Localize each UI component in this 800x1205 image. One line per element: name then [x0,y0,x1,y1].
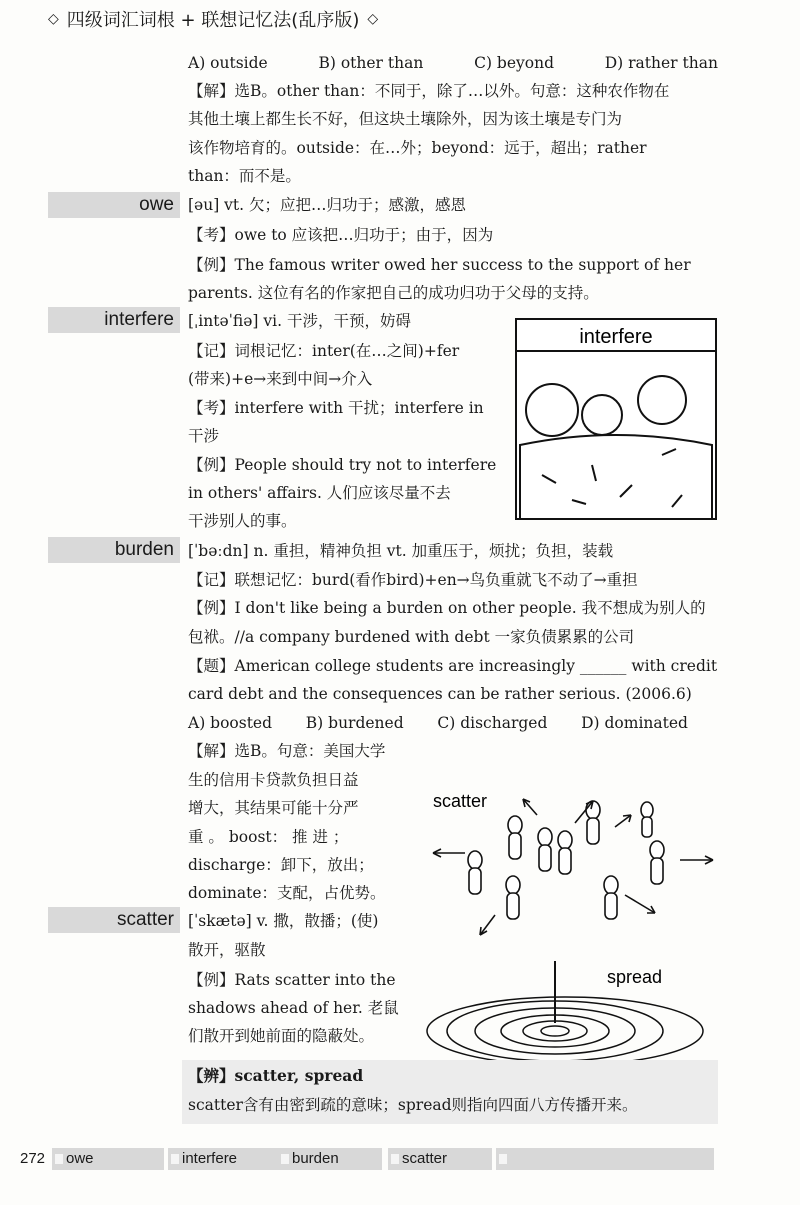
burden-jie-line: 【解】选B。句意：美国大学 [188,742,386,760]
option-c: C) discharged [437,714,548,732]
burden-jie-line: 增大，其结果可能十分严 [188,799,359,817]
headword-burden: burden [48,537,180,563]
option-d: D) rather than [604,54,718,72]
scatter-example-2: shadows ahead of her. 老鼠 [188,999,399,1017]
scatter-illustration [425,785,720,945]
burden-options-row [188,713,688,733]
header-title: 四级词汇词根 + 联想记忆法(乱序版) [66,10,360,31]
option-c: C) beyond [474,54,554,72]
interfere-ji-2: (带来)+e→来到中间→介入 [188,370,373,388]
scatter-example-1: 【例】Rats scatter into the [188,971,396,989]
page-footer [0,1146,800,1172]
scatter-example-3: 们散开到她前面的隐蔽处。 [188,1027,375,1045]
burden-example-2: 包袱。//a company burdened with debt 一家负债累累的公司 [188,628,635,646]
bian-title: 【辨】scatter, spread [188,1066,364,1085]
option-b: B) other than [318,54,424,72]
owe-definition: [əu] vt. 欠；应把…归功于；感激，感恩 [188,196,467,214]
option-a: A) outside [188,54,268,72]
spread-illustration-label: spread [607,967,663,987]
burden-jie-line: dominate：支配，占优势。 [188,884,386,902]
burden-jie-line: discharge：卸下，放出； [188,856,374,874]
footer-word-chip: owe [52,1148,164,1170]
interfere-illustration-label: interfere [579,326,653,348]
page-number: 272 [20,1150,46,1167]
running-header [48,6,378,32]
interfere-kao-2: 干涉 [188,427,220,445]
scatter-illustration-label: scatter [433,791,488,811]
headword-interfere: interfere [48,307,180,333]
owe-example-1: 【例】The famous writer owed her success to the support of her [188,256,691,274]
scatter-definition-1: [ˈskætə] v. 撒，散播；(使) [188,912,379,930]
interfere-example-2: in others' affairs. 人们应该尽量不去 [188,484,451,502]
burden-definition: [ˈbəːdn] n. 重担，精神负担 vt. 加重压于，烦扰；负担，装载 [188,542,614,560]
options-row [188,53,718,73]
footer-word-chip: scatter [388,1148,492,1170]
headword-owe: owe [48,192,180,218]
headword-scatter: scatter [48,907,180,933]
burden-ji: 【记】联想记忆：burd(看作bird)+en→鸟负重就飞不动了→重担 [188,571,638,589]
jie-line: 其他土壤上都生长不好，但这块土壤除外，因为该土壤是专门为 [188,110,623,128]
diamond-left-icon: ◇ [48,11,59,27]
scatter-definition-2: 散开，驱散 [188,941,266,959]
owe-example-2: parents. 这位有名的作家把自己的成功归功于父母的支持。 [188,284,599,302]
option-b: B) burdened [305,714,404,732]
footer-word-chip: burden [278,1148,382,1170]
burden-jie-line: 生的信用卡贷款负担日益 [188,771,359,789]
diamond-right-icon: ◇ [367,11,379,27]
spread-illustration [425,955,720,1067]
interfere-definition: [ˌintəˈfiə] vi. 干涉，干预，妨碍 [188,312,411,330]
bian-text: scatter含有由密到疏的意味；spread则指向四面八方传播开来。 [188,1096,638,1114]
jie-line: 该作物培育的。outside：在…外；beyond：远于，超出；rather [188,139,647,157]
interfere-ji-1: 【记】词根记忆：inter(在…之间)+fer [188,342,460,360]
interfere-example-3: 干涉别人的事。 [188,512,297,530]
burden-jie-line: 重 。 boost： 推 进 ； [188,828,349,846]
footer-word-chip: interfere [168,1148,280,1170]
burden-question-1: 【题】American college students are increasingly ______ with credit [188,657,718,675]
option-a: A) boosted [188,714,273,732]
burden-question-2: card debt and the consequences can be rather serious. (2006.6) [188,685,692,703]
owe-kao: 【考】owe to 应该把…归功于；由于，因为 [188,226,494,244]
footer-empty-chip [496,1148,714,1170]
jie-line: than：而不是。 [188,167,301,185]
interfere-kao-1: 【考】interfere with 干扰；interfere in [188,399,484,417]
jie-line: 【解】选B。other than：不同于，除了…以外。句意：这种农作物在 [188,82,670,100]
interfere-illustration [512,315,720,523]
burden-example-1: 【例】I don't like being a burden on other people. 我不想成为别人的 [188,599,706,617]
option-d: D) dominated [581,714,688,732]
interfere-example-1: 【例】People should try not to interfere [188,456,497,474]
